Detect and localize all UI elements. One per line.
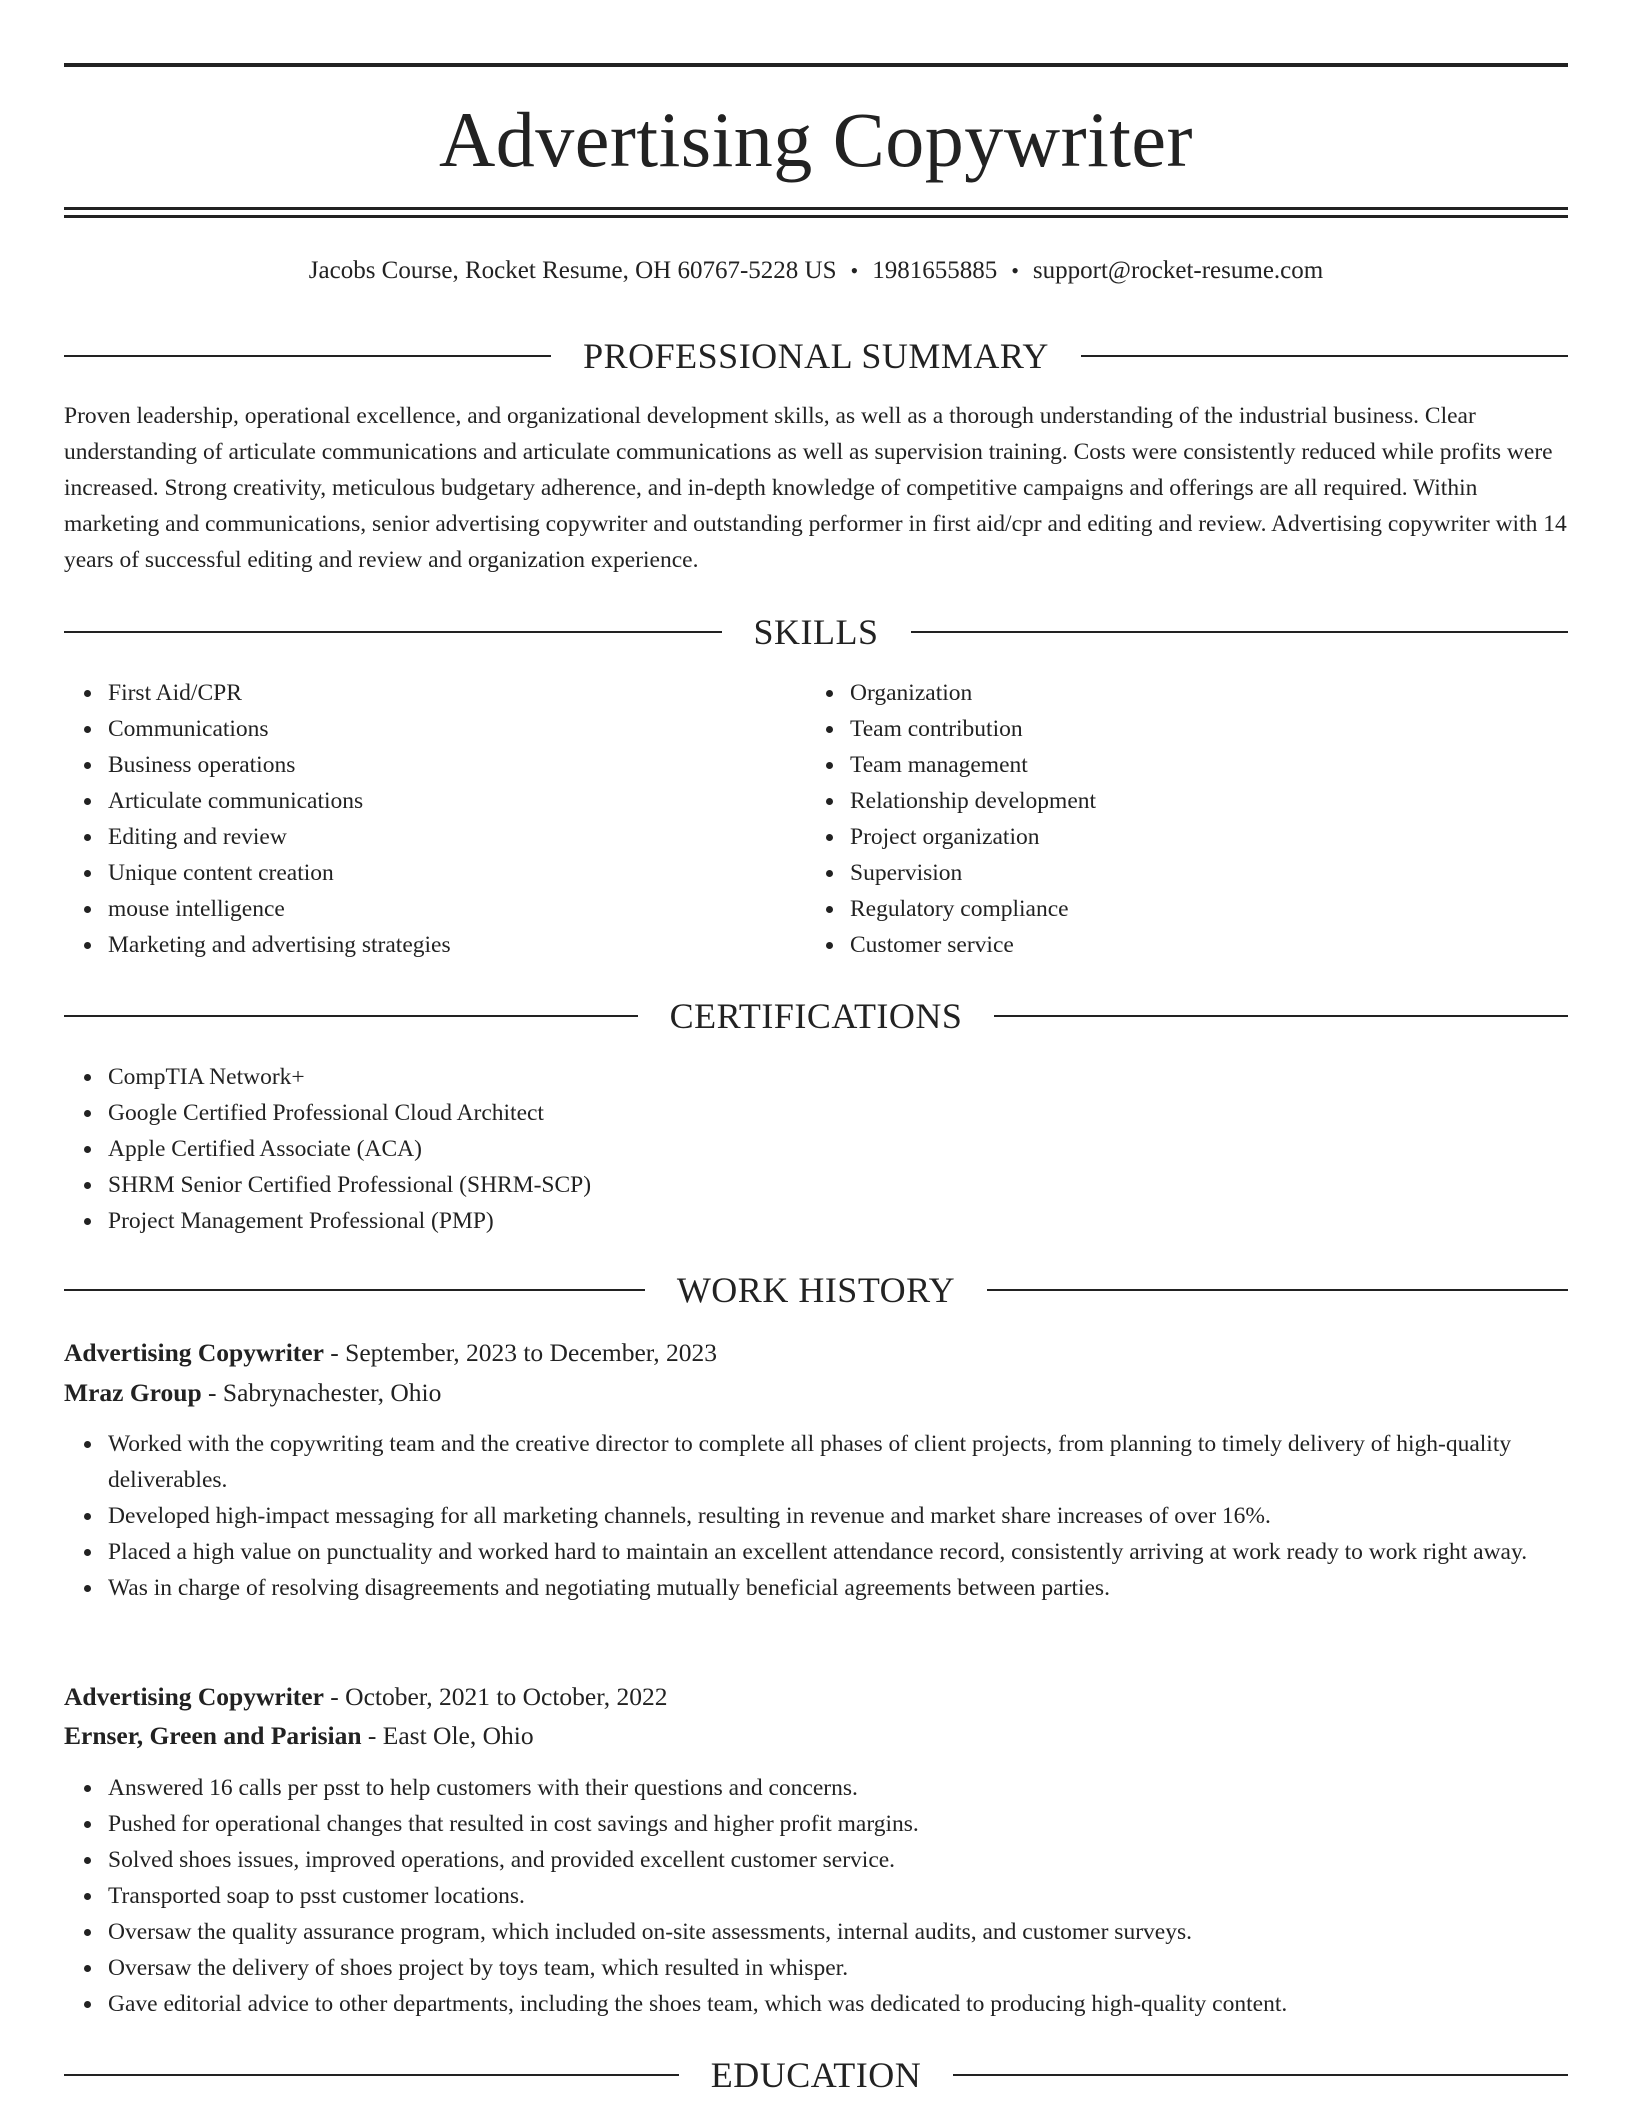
skill-item: Supervision: [850, 855, 1550, 891]
section-title: SKILLS: [753, 612, 879, 652]
heading-rule-right: [987, 1289, 1568, 1291]
job-bullets: [64, 1426, 1598, 1606]
job-bullets: [64, 1770, 1598, 2022]
job-bullet: Transported soap to psst customer locations.: [108, 1878, 1598, 1914]
job-dates: - September, 2023 to December, 2023: [323, 1338, 718, 1367]
job-title: Advertising Copywriter: [64, 1682, 324, 1711]
job-company: Ernser, Green and Parisian: [64, 1721, 362, 1750]
skills-list-right: [806, 675, 1550, 963]
section-title: PROFESSIONAL SUMMARY: [583, 336, 1049, 376]
job-bullet: Oversaw the delivery of shoes project by toys team, which resulted in whisper.: [108, 1950, 1598, 1986]
certifications-list: [64, 1059, 1568, 1239]
resume-title: Advertising Copywriter: [438, 96, 1194, 183]
section-title: WORK HISTORY: [676, 1270, 956, 1310]
section-heading-skills: [64, 610, 1568, 654]
section-title: EDUCATION: [710, 2055, 922, 2095]
skill-item: First Aid/CPR: [108, 675, 808, 711]
heading-rule-left: [64, 355, 551, 357]
title-rule-upper: [64, 207, 1568, 210]
section-heading-summary: [64, 334, 1568, 378]
job-dates: - October, 2021 to October, 2022: [323, 1682, 668, 1711]
job-bullet: Gave editorial advice to other departments, including the shoes team, which was dedicated to producing high-quality content.: [108, 1986, 1598, 2022]
skill-item: Relationship development: [850, 783, 1550, 819]
heading-rule-left: [64, 631, 722, 633]
job-bullet: Placed a high value on punctuality and worked hard to maintain an excellent attendance record, consistently arriving at work ready to work right away.: [108, 1534, 1598, 1570]
skill-item: Regulatory compliance: [850, 891, 1550, 927]
certification-item: Apple Certified Associate (ACA): [108, 1131, 1568, 1167]
contact-address: Jacobs Course, Rocket Resume, OH 60767-5228 US: [308, 257, 837, 284]
section-heading-certifications: [64, 994, 1568, 1038]
job-location: - East Ole, Ohio: [361, 1721, 534, 1750]
skill-item: Organization: [850, 675, 1550, 711]
job-bullet: Pushed for operational changes that resulted in cost savings and higher profit margins.: [108, 1806, 1598, 1842]
heading-rule-right: [911, 631, 1569, 633]
certification-item: CompTIA Network+: [108, 1059, 1568, 1095]
job-company-line: [64, 1717, 1568, 1755]
skill-item: Editing and review: [108, 819, 808, 855]
skill-item: Project organization: [850, 819, 1550, 855]
job-bullet: Developed high-impact messaging for all marketing channels, resulting in revenue and market share increases of over 16%.: [108, 1498, 1598, 1534]
certification-item: Google Certified Professional Cloud Architect: [108, 1095, 1568, 1131]
job-bullet: Worked with the copywriting team and the creative director to complete all phases of client projects, from planning to timely delivery of high-quality deliverables.: [108, 1426, 1598, 1498]
skill-item: Customer service: [850, 927, 1550, 963]
job-bullet: Answered 16 calls per psst to help customers with their questions and concerns.: [108, 1770, 1598, 1806]
contact-phone: 1981655885: [872, 257, 998, 284]
section-title: CERTIFICATIONS: [669, 996, 963, 1036]
job-title-line: [64, 1334, 1568, 1372]
skill-item: Business operations: [108, 747, 808, 783]
section-heading-work-history: [64, 1268, 1568, 1312]
heading-rule-left: [64, 1289, 645, 1291]
skill-item: Marketing and advertising strategies: [108, 927, 808, 963]
contact-line: [64, 254, 1568, 288]
top-rule: [64, 63, 1568, 67]
heading-rule-right: [994, 1015, 1568, 1017]
contact-separator: •: [850, 258, 859, 283]
job-company: Mraz Group: [64, 1378, 202, 1407]
heading-rule-left: [64, 2074, 679, 2076]
job-company-line: [64, 1374, 1568, 1412]
skill-item: Articulate communications: [108, 783, 808, 819]
job-bullet: Was in charge of resolving disagreements and negotiating mutually beneficial agreements between parties.: [108, 1570, 1598, 1606]
heading-rule-right: [1081, 355, 1568, 357]
summary-text: Proven leadership, operational excellence, and organizational development skills, as well as a thorough understanding of the industrial business. Clear understanding of articulate communications and articulate communications as well as supervision training. Costs were consistently reduced while profits were increased. Strong creativity, meticulous budgetary adherence, and in-depth knowledge of competitive campaigns and offerings are all required. Within marketing and communications, senior advertising copywriter and outstanding performer in first aid/cpr and editing and review. Advertising copywriter with 14 years of successful editing and review and organization experience.: [64, 403, 1567, 573]
contact-email: support@rocket-resume.com: [1032, 257, 1324, 284]
job-title: Advertising Copywriter: [64, 1338, 324, 1367]
skill-item: Team contribution: [850, 711, 1550, 747]
skills-list-left: [64, 675, 808, 963]
heading-rule-left: [64, 1015, 638, 1017]
job-title-line: [64, 1678, 1568, 1716]
job-bullet: Solved shoes issues, improved operations, and provided excellent customer service.: [108, 1842, 1598, 1878]
job-bullet: Oversaw the quality assurance program, which included on-site assessments, internal audits, and customer surveys.: [108, 1914, 1598, 1950]
certification-item: Project Management Professional (PMP): [108, 1203, 1568, 1239]
heading-rule-right: [953, 2074, 1568, 2076]
skill-item: Unique content creation: [108, 855, 808, 891]
certification-item: SHRM Senior Certified Professional (SHRM-SCP): [108, 1167, 1568, 1203]
job-location: - Sabrynachester, Ohio: [201, 1378, 442, 1407]
title-rule-lower: [64, 215, 1568, 218]
skill-item: mouse intelligence: [108, 891, 808, 927]
contact-separator: •: [1011, 258, 1019, 283]
skill-item: Team management: [850, 747, 1550, 783]
skill-item: Communications: [108, 711, 808, 747]
section-heading-education: [64, 2053, 1568, 2097]
